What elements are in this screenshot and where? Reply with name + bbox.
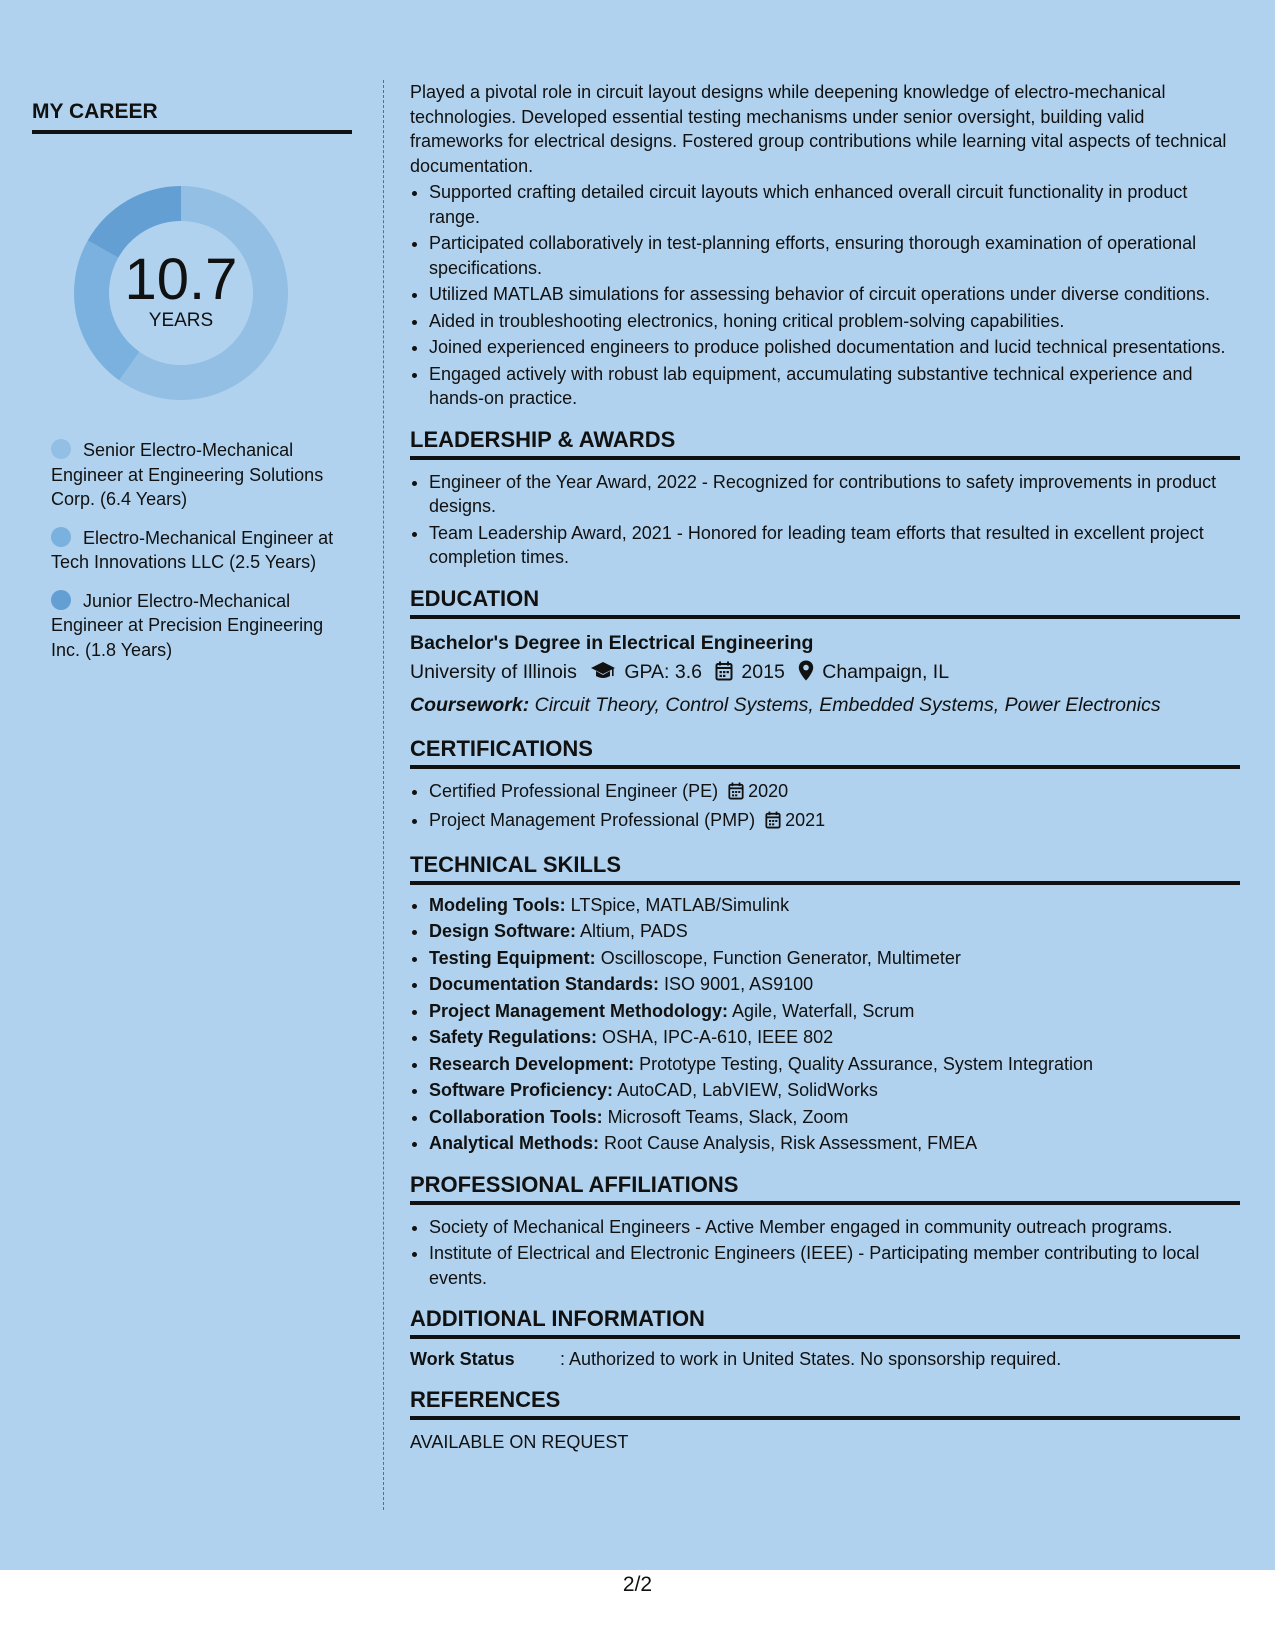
list-item: • Society of Mechanical Engineers - Active Member engaged in community outreach programs. [429, 1215, 1240, 1240]
skill-value: Agile, Waterfall, Scrum [732, 1000, 915, 1021]
career-legend-label: Senior Electro-Mechanical Engineer at Engineering Solutions Corp. (6.4 Years) [51, 440, 324, 509]
certification-year: 2020 [748, 780, 789, 801]
references-section [410, 1385, 1240, 1454]
career-legend-item [51, 589, 341, 663]
list-item [429, 1078, 1240, 1103]
calendar-icon [728, 782, 744, 807]
career-legend-item [51, 526, 341, 575]
skills-list [410, 893, 1240, 1156]
calendar-icon [765, 811, 781, 836]
list-item [429, 999, 1240, 1024]
skill-label: Safety Regulations: [429, 1027, 598, 1047]
skill-label: Testing Equipment: [429, 947, 596, 968]
career-legend-label: Junior Electro-Mechanical Engineer at Precision Engineering Inc. (1.8 Years) [51, 590, 324, 660]
graduation-cap-icon [590, 660, 616, 690]
list-item: • Team Leadership Award, 2021 - Honored for leading team efforts that resulted in excellent project completion times. [429, 521, 1240, 570]
career-donut-chart [66, 178, 296, 408]
career-sidebar [32, 96, 352, 676]
skill-label: Design Software: [429, 921, 577, 941]
list-item: • Engaged actively with robust lab equipment, accumulating substantive technical experience and hands-on practice. [429, 362, 1240, 411]
skill-value: OSHA, IPC-A-610, IEEE 802 [602, 1027, 834, 1047]
experience-block [410, 80, 1240, 411]
location-pin-icon [798, 660, 814, 690]
list-item: • Joined experienced engineers to produce polished documentation and lucid technical presentations. [429, 335, 1240, 360]
list-item: • Supported crafting detailed circuit layouts which enhanced overall circuit functionality in product range. [429, 180, 1240, 229]
page-number: 2/2 [622, 1573, 653, 1596]
references-text: AVAILABLE ON REQUEST [410, 1432, 629, 1452]
list-item [429, 1105, 1240, 1130]
skill-value: Altium, PADS [580, 921, 688, 941]
legend-dot [51, 590, 71, 610]
education-section [410, 584, 1240, 720]
leadership-section [410, 425, 1240, 570]
work-status-value: : Authorized to work in United States. No sponsorship required. [560, 1349, 1062, 1369]
section-heading: PROFESSIONAL AFFILIATIONS [410, 1170, 1240, 1205]
list-item [429, 808, 1240, 836]
total-years-value: 10.7 [124, 247, 238, 312]
skill-value: Microsoft Teams, Slack, Zoom [607, 1106, 849, 1127]
total-years-unit: YEARS [148, 310, 214, 331]
section-heading: TECHNICAL SKILLS [410, 850, 1240, 885]
coursework-list: Circuit Theory, Control Systems, Embedded Systems, Power Electronics [534, 693, 1161, 716]
skill-value: AutoCAD, LabVIEW, SolidWorks [617, 1080, 878, 1100]
donut-center-label [66, 178, 296, 408]
list-item [429, 1052, 1240, 1077]
skill-value: ISO 9001, AS9100 [664, 974, 814, 994]
list-item: • Participated collaboratively in test-planning efforts, ensuring thorough examination of operational specifications. [429, 231, 1240, 280]
skill-label: Project Management Methodology: [429, 1000, 729, 1021]
skill-label: Analytical Methods: [429, 1133, 600, 1153]
coursework [410, 690, 1240, 720]
certification-year: 2021 [785, 810, 826, 830]
calendar-icon [715, 660, 733, 690]
certification-name: Project Management Professional (PMP) [429, 810, 756, 830]
list-item [429, 946, 1240, 971]
skills-section [410, 850, 1240, 1156]
skill-value: LTSpice, MATLAB/Simulink [570, 894, 790, 915]
experience-summary: Played a pivotal role in circuit layout designs while deepening knowledge of electro-mechanical technologies. Developed essential testing mechanisms under senior oversight, building valid frameworks for electrical designs. Fostered group contributions while learning vital aspects of technical documentation. [410, 82, 1227, 176]
skill-label: Software Proficiency: [429, 1080, 614, 1100]
list-item: • Engineer of the Year Award, 2022 - Recognized for contributions to safety improvements in product designs. [429, 470, 1240, 519]
work-status-label: Work Status [410, 1349, 515, 1369]
degree-title: Bachelor's Degree in Electrical Engineering [410, 631, 814, 654]
experience-bullets [410, 180, 1240, 411]
career-legend [51, 438, 341, 662]
section-heading: CERTIFICATIONS [410, 734, 1240, 769]
skill-value: Oscilloscope, Function Generator, Multimeter [600, 947, 961, 968]
list-item [429, 779, 1240, 807]
skill-value: Root Cause Analysis, Risk Assessment, FMEA [604, 1133, 978, 1153]
additional-info-section [410, 1304, 1240, 1371]
school-name: University of Illinois [410, 660, 577, 683]
coursework-label: Coursework: [410, 693, 530, 716]
list-item [429, 1131, 1240, 1156]
list-item [429, 1025, 1240, 1050]
list-item: • Institute of Electrical and Electronic Engineers (IEEE) - Participating member contributing to local events. [429, 1241, 1240, 1290]
legend-dot [51, 439, 71, 459]
education-meta [410, 657, 1240, 690]
skill-label: Research Development: [429, 1053, 635, 1074]
graduation-year: 2015 [741, 660, 785, 683]
certification-name: Certified Professional Engineer (PE) [429, 780, 719, 801]
list-item [429, 919, 1240, 944]
column-divider [383, 80, 384, 1510]
affiliations-section [410, 1170, 1240, 1291]
list-item: • Aided in troubleshooting electronics, honing critical problem-solving capabilities. [429, 309, 1240, 334]
leadership-list [410, 470, 1240, 570]
gpa: GPA: 3.6 [624, 660, 702, 683]
career-legend-item [51, 438, 341, 512]
career-legend-label: Electro-Mechanical Engineer at Tech Innovations LLC (2.5 Years) [51, 527, 334, 572]
section-heading: EDUCATION [410, 584, 1240, 619]
skill-value: Prototype Testing, Quality Assurance, System Integration [639, 1053, 1093, 1074]
list-item [429, 893, 1240, 918]
skill-label: Collaboration Tools: [429, 1106, 603, 1127]
certifications-section [410, 734, 1240, 836]
certifications-list [410, 779, 1240, 836]
skill-label: Modeling Tools: [429, 894, 566, 915]
list-item [429, 972, 1240, 997]
affiliations-list [410, 1215, 1240, 1291]
list-item: • Utilized MATLAB simulations for assessing behavior of circuit operations under diverse conditions. [429, 282, 1240, 307]
skill-label: Documentation Standards: [429, 974, 660, 994]
section-heading: ADDITIONAL INFORMATION [410, 1304, 1240, 1339]
work-status-row [410, 1347, 1240, 1371]
section-heading: LEADERSHIP & AWARDS [410, 425, 1240, 460]
school-location: Champaign, IL [822, 660, 950, 683]
section-heading: REFERENCES [410, 1385, 1240, 1420]
career-heading: MY CAREER [32, 96, 352, 134]
main-content [410, 80, 1240, 1454]
legend-dot [51, 527, 71, 547]
